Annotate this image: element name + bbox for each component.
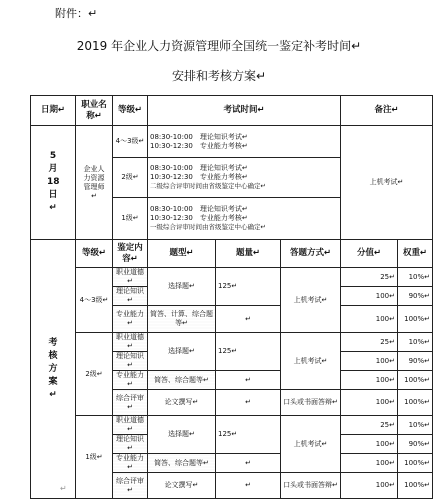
question-quantity: ↵ <box>216 371 281 390</box>
schedule-grade-4-3: 4～3级↵ <box>113 126 148 158</box>
schedule-time-1: 08:30-10:00 理论知识考试↵ 10:30-12:30 专业能力考核↵ 一级综合评审时间由省级鉴定中心确定↵ <box>148 198 341 240</box>
weight-value: 10%↵ <box>398 333 433 352</box>
answer-method: 上机考试↵ <box>281 268 341 333</box>
question-quantity: 125↵ <box>216 333 281 371</box>
paragraph-mark: ↵ <box>60 484 67 493</box>
score-value: 100↵ <box>341 306 398 333</box>
question-type-thesis: 论文撰写↵ <box>148 473 216 499</box>
assess-grade-1: 1级↵ <box>76 416 113 499</box>
content-ethics: 职业道德↵ <box>113 268 148 287</box>
attachment-label: 附件：↵ <box>55 7 98 20</box>
header-remarks: 备注↵ <box>341 96 433 126</box>
answer-method: 上机考试↵ <box>281 416 341 473</box>
weight-value: 90%↵ <box>398 352 433 371</box>
question-type-choice: 选择题↵ <box>148 416 216 454</box>
assessment-row <box>31 333 433 352</box>
remarks-text: 上机考试↵ <box>341 126 433 240</box>
question-type-skills: 简答、计算、综合题等↵ <box>148 306 216 333</box>
schedule-row <box>31 126 433 158</box>
content-review: 综合评审↵ <box>113 473 148 499</box>
document-title-line-2: 安排和考核方案↵ <box>171 69 267 83</box>
content-theory: 理论知识↵ <box>113 435 148 454</box>
score-value: 100↵ <box>341 454 398 473</box>
score-value: 100↵ <box>341 371 398 390</box>
weight-value: 100%↵ <box>398 454 433 473</box>
score-value: 100↵ <box>341 390 398 416</box>
header-weight: 权重↵ <box>398 240 433 268</box>
header-assess-content: 鉴定内容↵ <box>113 240 148 268</box>
weight-value: 100%↵ <box>398 306 433 333</box>
content-ethics: 职业道德↵ <box>113 333 148 352</box>
question-type-choice: 选择题↵ <box>148 333 216 371</box>
content-skills: 专业能力↵ <box>113 306 148 333</box>
header-quantity: 题量↵ <box>216 240 281 268</box>
answer-method-defense: 口头或书面答辩↵ <box>281 390 341 416</box>
content-skills: 专业能力↵ <box>113 454 148 473</box>
occupation-name: 企业人力资源管理师↵ <box>76 126 113 240</box>
score-value: 25↵ <box>341 268 398 287</box>
question-type-skills: 简答、综合题等↵ <box>148 454 216 473</box>
score-value: 100↵ <box>341 473 398 499</box>
question-quantity: 125↵ <box>216 268 281 306</box>
question-type-skills: 简答、综合题等↵ <box>148 371 216 390</box>
exam-schedule-table <box>30 95 433 499</box>
content-review: 综合评审↵ <box>113 390 148 416</box>
score-value: 100↵ <box>341 352 398 371</box>
header-answer-method: 答题方式↵ <box>281 240 341 268</box>
header-occupation: 职业名称↵ <box>76 96 113 126</box>
score-value: 25↵ <box>341 416 398 435</box>
weight-value: 100%↵ <box>398 371 433 390</box>
document-title-line-1: 2019 年企业人力资源管理师全国统一鉴定补考时间↵ <box>76 39 362 53</box>
score-value: 25↵ <box>341 333 398 352</box>
header-score: 分值↵ <box>341 240 398 268</box>
header-date: 日期↵ <box>31 96 76 126</box>
schedule-time-2: 08:30-10:00 理论知识考试↵ 10:30-12:30 专业能力考核↵ 二级综合评审时间由省级鉴定中心确定↵ <box>148 158 341 198</box>
content-ethics: 职业道德↵ <box>113 416 148 435</box>
question-quantity: ↵ <box>216 390 281 416</box>
question-quantity: ↵ <box>216 454 281 473</box>
content-theory: 理论知识↵ <box>113 352 148 371</box>
assessment-label: 考核方案↵ <box>31 240 76 499</box>
answer-method: 上机考试↵ <box>281 333 341 390</box>
assess-grade-2: 2级↵ <box>76 333 113 416</box>
question-quantity: 125↵ <box>216 416 281 454</box>
weight-value: 100%↵ <box>398 473 433 499</box>
weight-value: 10%↵ <box>398 268 433 287</box>
answer-method-defense: 口头或书面答辩↵ <box>281 473 341 499</box>
header-question-type: 题型↵ <box>148 240 216 268</box>
weight-value: 90%↵ <box>398 287 433 306</box>
schedule-grade-1: 1级↵ <box>113 198 148 240</box>
schedule-header-row <box>31 96 433 126</box>
schedule-time-4-3: 08:30-10:00 理论知识考试↵ 10:30-12:30 专业能力考核↵ <box>148 126 341 158</box>
exam-date: 5月18日↵ <box>31 126 76 240</box>
header-exam-time: 考试时间↵ <box>148 96 341 126</box>
assessment-header-row <box>31 240 433 268</box>
question-type-thesis: 论文撰写↵ <box>148 390 216 416</box>
weight-value: 10%↵ <box>398 416 433 435</box>
assess-grade-4-3: 4～3级↵ <box>76 268 113 333</box>
content-skills: 专业能力↵ <box>113 371 148 390</box>
question-quantity: ↵ <box>216 473 281 499</box>
header-grade: 等级↵ <box>113 96 148 126</box>
question-quantity: ↵ <box>216 306 281 333</box>
assessment-row <box>31 268 433 287</box>
question-type-choice: 选择题↵ <box>148 268 216 306</box>
schedule-grade-2: 2级↵ <box>113 158 148 198</box>
header-assess-grade: 等级↵ <box>76 240 113 268</box>
score-value: 100↵ <box>341 287 398 306</box>
assessment-row <box>31 416 433 435</box>
weight-value: 90%↵ <box>398 435 433 454</box>
content-theory: 理论知识↵ <box>113 287 148 306</box>
weight-value: 100%↵ <box>398 390 433 416</box>
score-value: 100↵ <box>341 435 398 454</box>
